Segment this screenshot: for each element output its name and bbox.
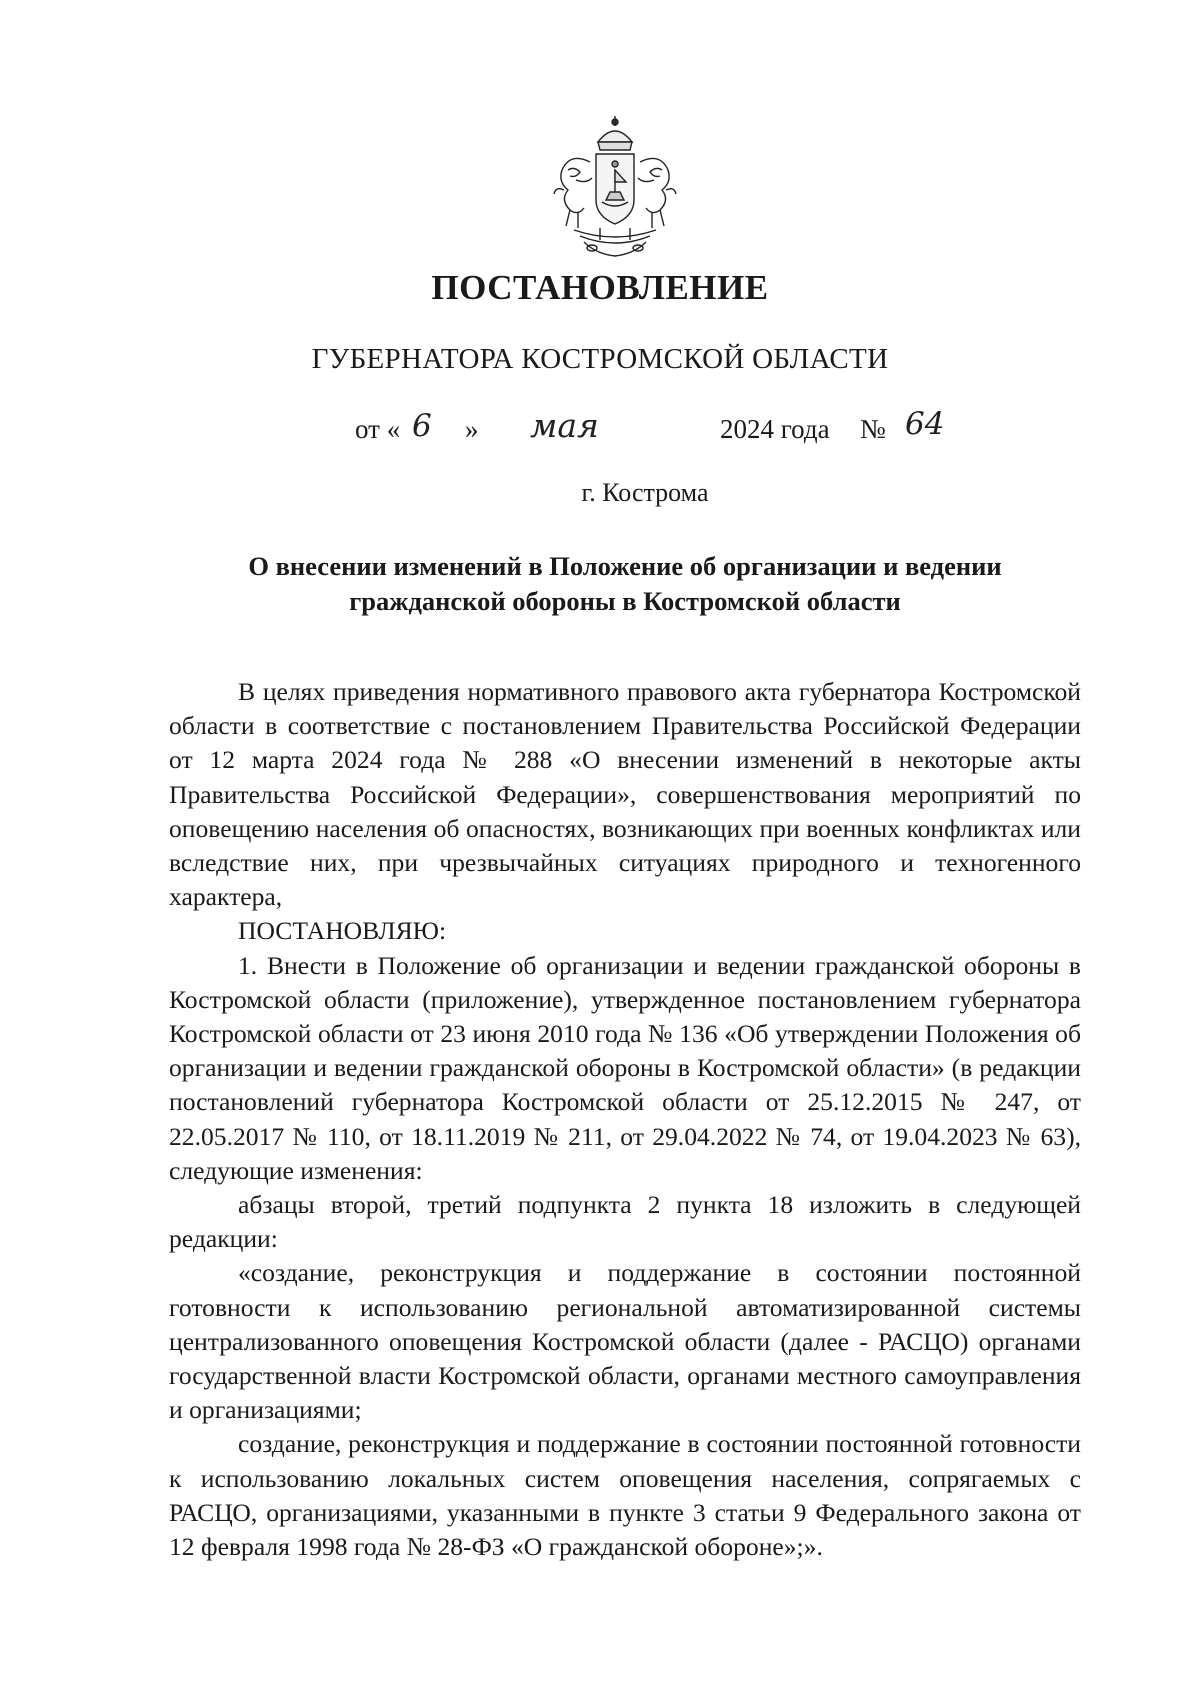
date-close-quote: » [465, 414, 479, 444]
document-title-line-1: О внесении изменений в Положение об организации и ведении [248, 551, 1002, 581]
date-prefix: от « [355, 414, 401, 444]
coat-of-arms-icon [540, 112, 690, 262]
paragraph-amend-instruction: абзацы второй, третий подпункта 2 пункта 18 изложить в следующей редакции: [169, 1190, 1081, 1254]
number-sign: № [860, 414, 886, 444]
date-line [355, 406, 955, 458]
paragraph-quoted-1: «создание, реконструкция и поддержание в состоянии постоянной готовности к использованию региональной автоматизированной системы централизованного оповещения Костромской области (далее - РАСЦО) органами государственной власти Костромской области, органами местного самоуправления и организациями; [169, 1258, 1081, 1425]
document-number-handwritten: 64 [905, 406, 945, 442]
document-type-heading: ПОСТАНОВЛЕНИЕ [431, 268, 769, 307]
paragraph-decree: ПОСТАНОВЛЯЮ: [238, 916, 447, 946]
paragraph-preamble: В целях приведения нормативного правового акта губернатора Костромской области в соответствие с постановлением Правительства Российской Федерации от 12 марта 2024 года № 288 «О внесении изменений в некоторые акты Правительства Российской Федерации», совершенствования мероприятий по оповещению населения об опасностях, возникающих при военных конфликтах или вследствие них, при чрезвычайных ситуациях природного и техногенного характера, [169, 677, 1081, 912]
document-title-line-2: гражданской обороны в Костромской области [349, 586, 901, 616]
date-month-handwritten: мая [530, 406, 599, 445]
document-body [169, 675, 1081, 1564]
city-line: г. Кострома [581, 478, 709, 507]
document-title [150, 549, 1100, 619]
issuer-heading: ГУБЕРНАТОРА КОСТРОМСКОЙ ОБЛАСТИ [311, 343, 889, 375]
date-day-handwritten: 6 [412, 408, 432, 444]
paragraph-quoted-2: создание, реконструкция и поддержание в состоянии постоянной готовности к использованию локальных систем оповещения населения, сопрягаемых с РАСЦО, организациями, указанными в пункте 3 статьи 9 Федерального закона от 12 февраля 1998 года № 28-ФЗ «О гражданской обороне»;». [169, 1429, 1081, 1562]
date-year: 2024 года [720, 414, 830, 444]
paragraph-item-1: 1. Внести в Положение об организации и ведении гражданской обороны в Костромской области (приложение), утвержденное постановлением губернатора Костромской области от 23 июня 2010 года № 136 «Об утверждении Положения об организации и ведении гражданской обороны в Костромской области» (в редакции постановлений губернатора Костромской области от 25.12.2015 № 247, от 22.05.2017 № 110, от 18.11.2019 № 211, от 29.04.2022 № 74, от 19.04.2023 № 63), следующие изменения: [169, 950, 1081, 1185]
